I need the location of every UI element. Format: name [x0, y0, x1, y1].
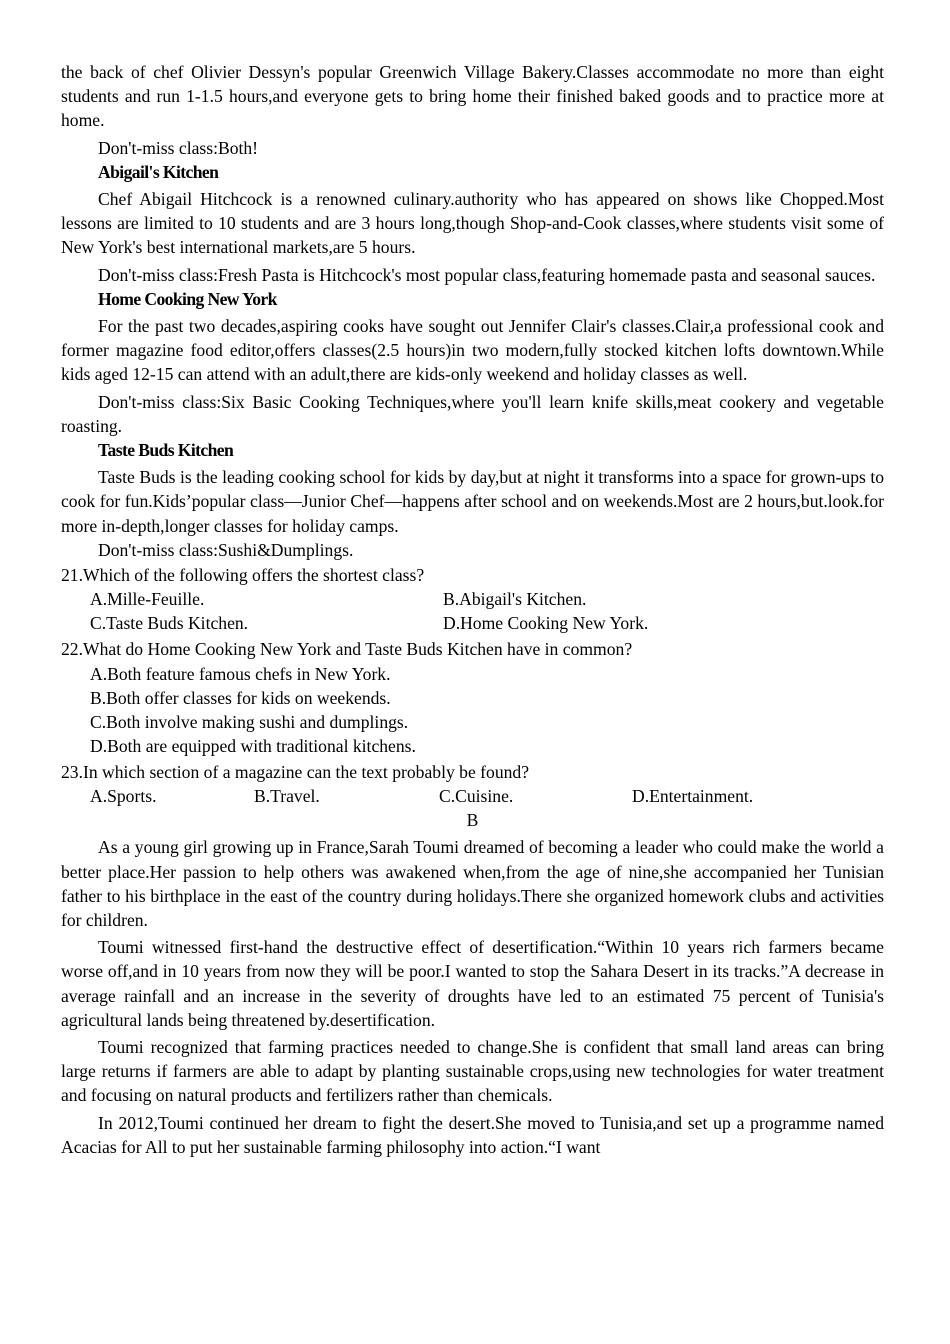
section-class-abigails-kitchen: Don't-miss class:Fresh Pasta is Hitchcock's most popular class,featuring homemade pasta and seasonal sauces. — [98, 264, 876, 285]
passage-b-paragraph-4: In 2012,Toumi continued her dream to fight the desert.She moved to Tunisia,and set up a programme named Acacias for All to put her sustainable farming philosophy into action.“I want — [61, 1112, 884, 1157]
question-21-option-d: D.Home Cooking New York. — [443, 613, 649, 634]
section-body-abigails-kitchen: Chef Abigail Hitchcock is a renowned culinary.authority who has appeared on shows like Chopped.Most lessons are limited to 10 students and are 3 hours long,though Shop-and-Cook classes,where students visit some of New York's best international markets,are 5 hours. — [61, 189, 884, 258]
question-23-option-b: B.Travel. — [254, 785, 320, 806]
passage-b-paragraph-2: Toumi witnessed first-hand the destructive effect of desertification.“Within 10 years rich farmers became worse off,and in 10 years from now they will be poor.I wanted to stop the Sahara Desert in its tracks.”A decrease in average rainfall and an increase in the severity of droughts have led to an estimated 75 percent of Tunisia's agricultural lands being threatened by.desertification. — [61, 937, 884, 1030]
question-22-option-b: B.Both offer classes for kids on weekends. — [90, 688, 391, 709]
question-23-option-c: C.Cuisine. — [439, 785, 514, 806]
section-class-home-cooking: Don't-miss class:Six Basic Cooking Techniques,where you'll learn knife skills,meat cookery and vegetable roasting. — [61, 391, 884, 436]
question-21-option-c: C.Taste Buds Kitchen. — [90, 613, 249, 634]
intro-paragraph: the back of chef Olivier Dessyn's popular Greenwich Village Bakery.Classes accommodate no more than eight students and run 1-1.5 hours,and everyone gets to bring home their finished baked goods and to practice more at home. — [61, 62, 884, 131]
intro-dont-miss: Don't-miss class:Both! — [98, 137, 259, 158]
question-21-option-b: B.Abigail's Kitchen. — [443, 589, 587, 610]
section-class-taste-buds: Don't-miss class:Sushi&Dumplings. — [98, 539, 354, 560]
passage-b-paragraph-1: As a young girl growing up in France,Sarah Toumi dreamed of becoming a leader who could make the world a better place.Her passion to help others was awakened when,from the age of nine,she accompanied her Tunisian father to his birthplace in the east of the country during holidays.There she organized homework clubs and activities for children. — [61, 837, 884, 930]
passage-b-paragraph-3: Toumi recognized that farming practices needed to change.She is confident that small land areas can bring large returns if farmers are able to adapt by planting sustainable crops,using new technologies for water treatment and focusing on natural products and fertilizers rather than chemicals. — [61, 1036, 884, 1106]
question-21-option-a: A.Mille-Feuille. — [90, 589, 205, 610]
document-page — [61, 60, 884, 1159]
question-22-option-c: C.Both involve making sushi and dumplings. — [90, 712, 409, 733]
question-23-options-row — [61, 784, 884, 808]
question-22-option-d: D.Both are equipped with traditional kitchens. — [90, 736, 416, 757]
section-heading-taste-buds: Taste Buds Kitchen — [98, 440, 234, 461]
question-21-options-row-1 — [61, 587, 884, 611]
section-body-home-cooking: For the past two decades,aspiring cooks have sought out Jennifer Clair's classes.Clair,a professional cook and former magazine food editor,offers classes(2.5 hours)in two modern,fully stocked kitchen lofts downtown.While kids aged 12-15 can attend with an adult,there are kids-only weekend and holiday classes as well. — [61, 316, 884, 385]
section-body-taste-buds: Taste Buds is the leading cooking school for kids by day,but at night it transforms into a space for grown-ups to cook for fun.Kids’popular class—Junior Chef—happens after school and on weekends.Most are 2 hours,but.look.for more in-depth,longer classes for holiday camps. — [61, 467, 884, 536]
passage-b-label: B — [466, 810, 479, 831]
question-23-stem: 23.In which section of a magazine can the text probably be found? — [61, 761, 530, 782]
question-22-stem: 22.What do Home Cooking New York and Taste Buds Kitchen have in common? — [61, 638, 633, 659]
question-21-options-row-2 — [61, 611, 884, 635]
question-22-option-a: A.Both feature famous chefs in New York. — [90, 663, 391, 684]
question-21-stem: 21.Which of the following offers the shortest class? — [61, 565, 425, 586]
question-23-option-a: A.Sports. — [90, 785, 157, 806]
section-heading-abigails-kitchen: Abigail's Kitchen — [98, 161, 219, 182]
section-heading-home-cooking: Home Cooking New York — [98, 288, 277, 309]
question-23-option-d: D.Entertainment. — [632, 785, 754, 806]
